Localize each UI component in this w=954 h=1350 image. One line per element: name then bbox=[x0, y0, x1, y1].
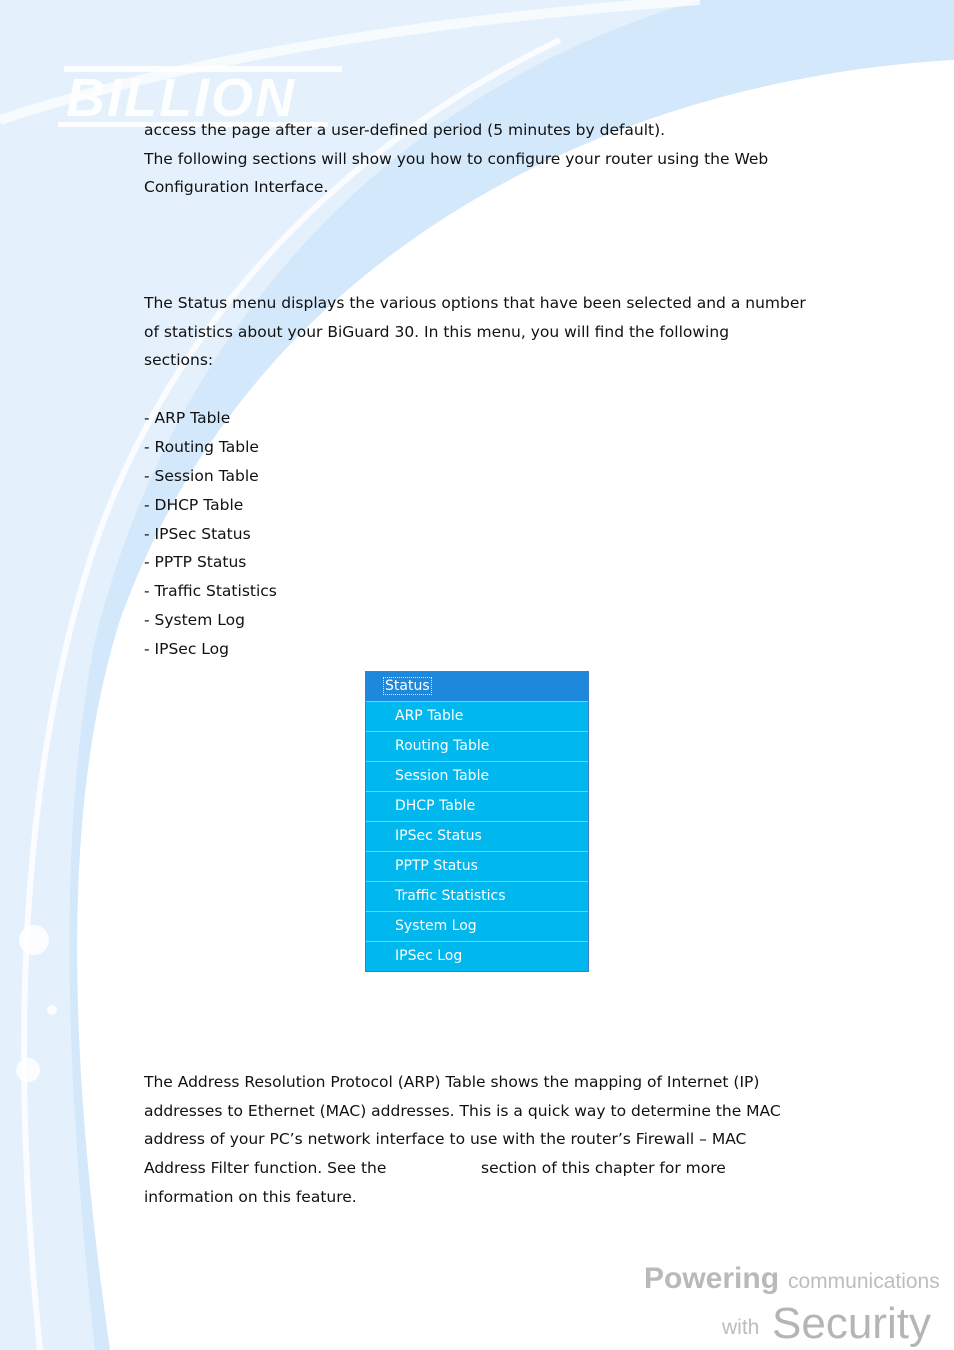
intro-line-2: The following sections will show you how to configure your router using the Web bbox=[144, 150, 769, 168]
svg-text:communications: communications bbox=[788, 1270, 940, 1293]
menu-item-arp-table[interactable]: ARP Table bbox=[366, 702, 588, 731]
status-menu bbox=[365, 671, 589, 972]
list-item: - DHCP Table bbox=[144, 496, 244, 514]
svg-text:BILLION: BILLION bbox=[66, 68, 296, 128]
menu-item-ipsec-log[interactable]: IPSec Log bbox=[366, 942, 588, 971]
list-item: - IPSec Log bbox=[144, 640, 229, 658]
arp-paragraph-line-2: addresses to Ethernet (MAC) addresses. This is a quick way to determine the MAC bbox=[144, 1102, 781, 1120]
powering-security-tagline bbox=[640, 1258, 950, 1348]
arp-paragraph-line-5: information on this feature. bbox=[144, 1188, 357, 1206]
status-intro-line-2: of statistics about your BiGuard 30. In this menu, you will find the following bbox=[144, 323, 730, 341]
menu-item-dhcp-table[interactable]: DHCP Table bbox=[366, 792, 588, 821]
arp-paragraph-line-3: address of your PC’s network interface to use with the router’s Firewall – MAC bbox=[144, 1130, 747, 1148]
menu-header-status[interactable]: Status bbox=[366, 672, 588, 701]
arp-paragraph-line-4a: Address Filter function. See the bbox=[144, 1159, 387, 1177]
menu-item-system-log[interactable]: System Log bbox=[366, 912, 588, 941]
menu-item-ipsec-status[interactable]: IPSec Status bbox=[366, 822, 588, 851]
arp-paragraph-line-4b: section of this chapter for more bbox=[481, 1159, 726, 1177]
menu-item-session-table[interactable]: Session Table bbox=[366, 762, 588, 791]
list-item: - Session Table bbox=[144, 467, 259, 485]
menu-item-traffic-statistics[interactable]: Traffic Statistics bbox=[366, 882, 588, 911]
svg-text:with: with bbox=[722, 1316, 760, 1339]
list-item: - ARP Table bbox=[144, 409, 231, 427]
list-item: - Traffic Statistics bbox=[144, 582, 277, 600]
intro-line-1: access the page after a user-defined period (5 minutes by default). bbox=[144, 121, 666, 139]
menu-item-pptp-status[interactable]: PPTP Status bbox=[366, 852, 588, 881]
arp-paragraph-line-1: The Address Resolution Protocol (ARP) Table shows the mapping of Internet (IP) bbox=[144, 1073, 760, 1091]
list-item: - IPSec Status bbox=[144, 525, 251, 543]
menu-item-routing-table[interactable]: Routing Table bbox=[366, 732, 588, 761]
svg-text:Powering: Powering bbox=[644, 1262, 780, 1295]
intro-line-3: Configuration Interface. bbox=[144, 178, 329, 196]
status-intro-line-1: The Status menu displays the various options that have been selected and a number bbox=[144, 294, 806, 312]
list-item: - Routing Table bbox=[144, 438, 259, 456]
list-item: - System Log bbox=[144, 611, 245, 629]
list-item: - PPTP Status bbox=[144, 553, 247, 571]
svg-text:Security: Security bbox=[772, 1299, 931, 1348]
status-intro-line-3: sections: bbox=[144, 351, 214, 369]
